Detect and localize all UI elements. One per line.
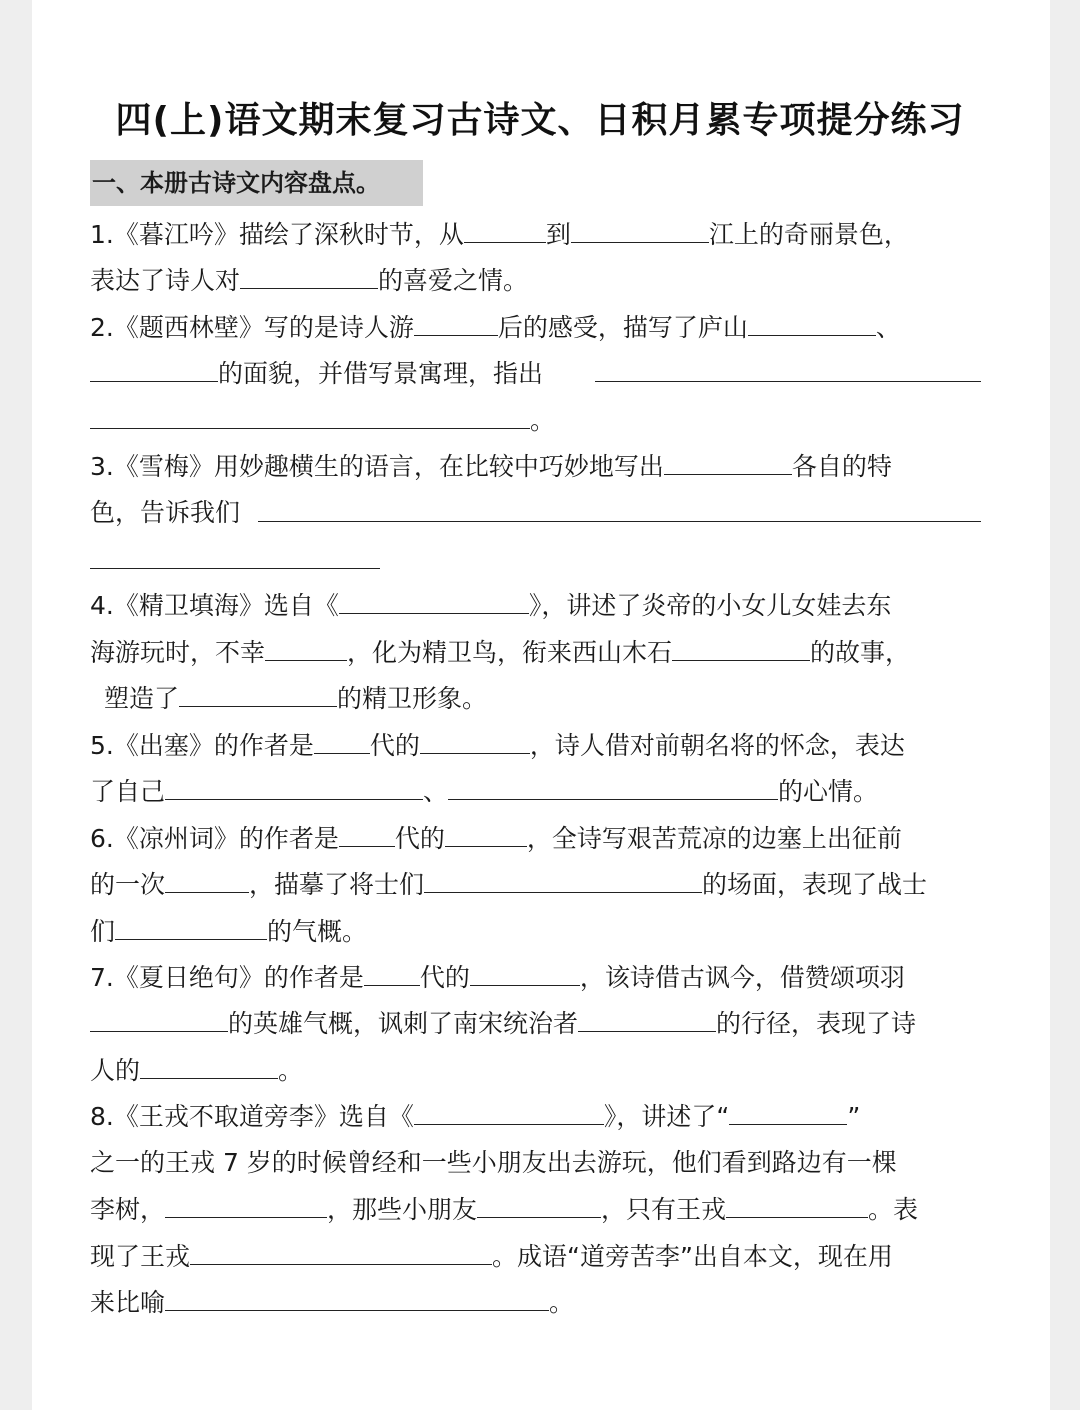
text-segment: ，该诗借古讽今，借赞颂项羽 [579, 963, 905, 992]
answer-blank[interactable] [571, 214, 709, 243]
text-segment: 的心情。 [778, 777, 879, 806]
text-segment: ，描摹了将士们 [249, 870, 425, 899]
question-7-line-1 [90, 957, 905, 997]
question-4-line-2 [90, 632, 910, 672]
text-segment: 3.《雪梅》用妙趣横生的语言，在比较中巧妙地写出 [90, 452, 664, 481]
answer-blank[interactable] [470, 957, 580, 986]
question-3-line-1 [90, 446, 892, 486]
answer-blank[interactable] [339, 818, 395, 847]
text-segment: 的气概。 [267, 917, 368, 946]
question-2-line-1 [90, 307, 901, 347]
question-1-line-1 [90, 214, 909, 254]
text-segment: 的面貌，并借写景寓理，指出 [218, 359, 544, 388]
text-segment: 。成语“道旁苦李”出自本文，现在用 [492, 1242, 893, 1271]
answer-blank[interactable] [165, 1282, 549, 1311]
answer-blank[interactable] [165, 771, 423, 800]
text-segment: 的精卫形象。 [337, 684, 488, 713]
answer-rule[interactable] [258, 521, 981, 522]
text-segment: 2.《题西林壁》写的是诗人游 [90, 313, 414, 342]
answer-blank[interactable] [672, 632, 810, 661]
answer-blank[interactable] [420, 725, 530, 754]
answer-blank[interactable] [115, 911, 267, 940]
text-segment: 后的感受，描写了庐山 [497, 313, 748, 342]
text-segment: 江上的奇丽景色， [708, 220, 909, 249]
text-segment: ” [847, 1102, 861, 1131]
text-segment: 代的 [394, 824, 445, 853]
text-segment: 来比喻 [90, 1288, 166, 1317]
answer-blank[interactable] [90, 353, 218, 382]
question-4-line-1 [90, 585, 891, 625]
answer-blank[interactable] [165, 864, 249, 893]
question-6-line-3 [90, 911, 367, 951]
answer-blank[interactable] [265, 632, 347, 661]
text-segment: 6.《凉州词》的作者是 [90, 824, 339, 853]
text-segment: 。表 [868, 1195, 919, 1224]
text-segment: 表达了诗人对 [90, 266, 241, 295]
text-segment: 的场面，表现了战士 [702, 870, 928, 899]
answer-blank[interactable] [464, 214, 546, 243]
answer-rule[interactable] [595, 381, 981, 382]
text-segment: 代的 [369, 731, 420, 760]
text-segment: 的一次 [90, 870, 166, 899]
text-segment: 。 [530, 406, 556, 435]
section-heading: 一、本册古诗文内容盘点。 [90, 160, 423, 206]
text-segment: 的英雄气概，讽刺了南宋统治者 [228, 1009, 579, 1038]
answer-blank[interactable] [414, 1096, 604, 1125]
answer-blank[interactable] [165, 1189, 327, 1218]
answer-blank[interactable] [339, 585, 529, 614]
answer-blank[interactable] [90, 1003, 228, 1032]
question-2-line-3 [90, 400, 555, 440]
text-segment: 1.《暮江吟》描绘了深秋时节，从 [90, 220, 464, 249]
question-6-line-2 [90, 864, 927, 904]
question-5-line-1 [90, 725, 905, 765]
text-segment: ，化为精卫鸟，衔来西山木石 [347, 638, 673, 667]
text-segment: 》，讲述了炎帝的小女儿女娃去东 [528, 591, 892, 620]
question-8-line-4 [90, 1236, 893, 1276]
answer-blank[interactable] [445, 818, 527, 847]
text-segment: 、 [423, 777, 449, 806]
answer-blank[interactable] [240, 260, 378, 289]
question-5-line-2 [90, 771, 878, 811]
question-8-line-5 [90, 1282, 574, 1322]
question-8-line-3 [90, 1189, 918, 1229]
text-segment: 之一的王戎 7 岁的时候曾经和一些小朋友出去游玩，他们看到路边有一棵 [90, 1148, 897, 1177]
text-segment: 7.《夏日绝句》的作者是 [90, 963, 364, 992]
question-7-line-2 [90, 1003, 916, 1043]
question-7-line-3 [90, 1050, 303, 1090]
text-segment: 了自己 [90, 777, 166, 806]
question-8-line-1 [90, 1096, 860, 1136]
text-segment: 的故事， [810, 638, 911, 667]
text-segment: 人的 [90, 1056, 141, 1085]
text-segment: 各自的特 [791, 452, 892, 481]
text-segment: 海游玩时，不幸 [90, 638, 266, 667]
text-segment: 李树， [90, 1195, 166, 1224]
answer-blank[interactable] [414, 307, 498, 336]
question-6-line-1 [90, 818, 902, 858]
answer-blank[interactable] [140, 1050, 278, 1079]
text-segment: 代的 [419, 963, 470, 992]
text-segment: ，只有王戎 [601, 1195, 727, 1224]
text-segment: 现了王戎 [90, 1242, 191, 1271]
question-4-line-3 [104, 678, 487, 718]
answer-blank[interactable] [748, 307, 876, 336]
answer-blank[interactable] [424, 864, 702, 893]
question-8-line-2 [90, 1143, 897, 1183]
answer-blank[interactable] [179, 678, 337, 707]
answer-blank[interactable] [664, 446, 792, 475]
text-segment: 。 [549, 1288, 575, 1317]
answer-blank[interactable] [578, 1003, 716, 1032]
answer-blank[interactable] [477, 1189, 601, 1218]
question-1-line-2 [90, 260, 528, 300]
answer-blank[interactable] [90, 400, 530, 429]
text-segment: ，全诗写艰苦荒凉的边塞上出征前 [526, 824, 902, 853]
text-segment: 5.《出塞》的作者是 [90, 731, 314, 760]
text-segment: ，那些小朋友 [327, 1195, 478, 1224]
page-title: 四(上)语文期末复习古诗文、日积月累专项提分练习 [115, 100, 965, 141]
text-segment: ，诗人借对前朝名将的怀念，表达 [529, 731, 905, 760]
text-segment: 的喜爱之情。 [378, 266, 529, 295]
answer-blank[interactable] [314, 725, 370, 754]
answer-blank[interactable] [448, 771, 778, 800]
text-segment: 。 [278, 1056, 304, 1085]
text-segment: 4.《精卫填海》选自《 [90, 591, 339, 620]
text-segment: 到 [545, 220, 571, 249]
answer-blank[interactable] [364, 957, 420, 986]
answer-blank[interactable] [726, 1189, 868, 1218]
question-2-line-2 [90, 353, 543, 393]
text-segment: 、 [875, 313, 901, 342]
answer-blank[interactable] [729, 1096, 847, 1125]
text-segment: 们 [90, 917, 116, 946]
text-segment: 色，告诉我们 [90, 498, 241, 527]
text-segment: 》，讲述了“ [603, 1102, 730, 1131]
question-3-line-2 [90, 493, 240, 533]
text-segment: 塑造了 [104, 684, 180, 713]
text-segment: 8.《王戎不取道旁李》选自《 [90, 1102, 414, 1131]
answer-blank[interactable] [190, 1236, 492, 1265]
text-segment: 的行径，表现了诗 [716, 1009, 917, 1038]
answer-rule[interactable] [90, 568, 380, 569]
